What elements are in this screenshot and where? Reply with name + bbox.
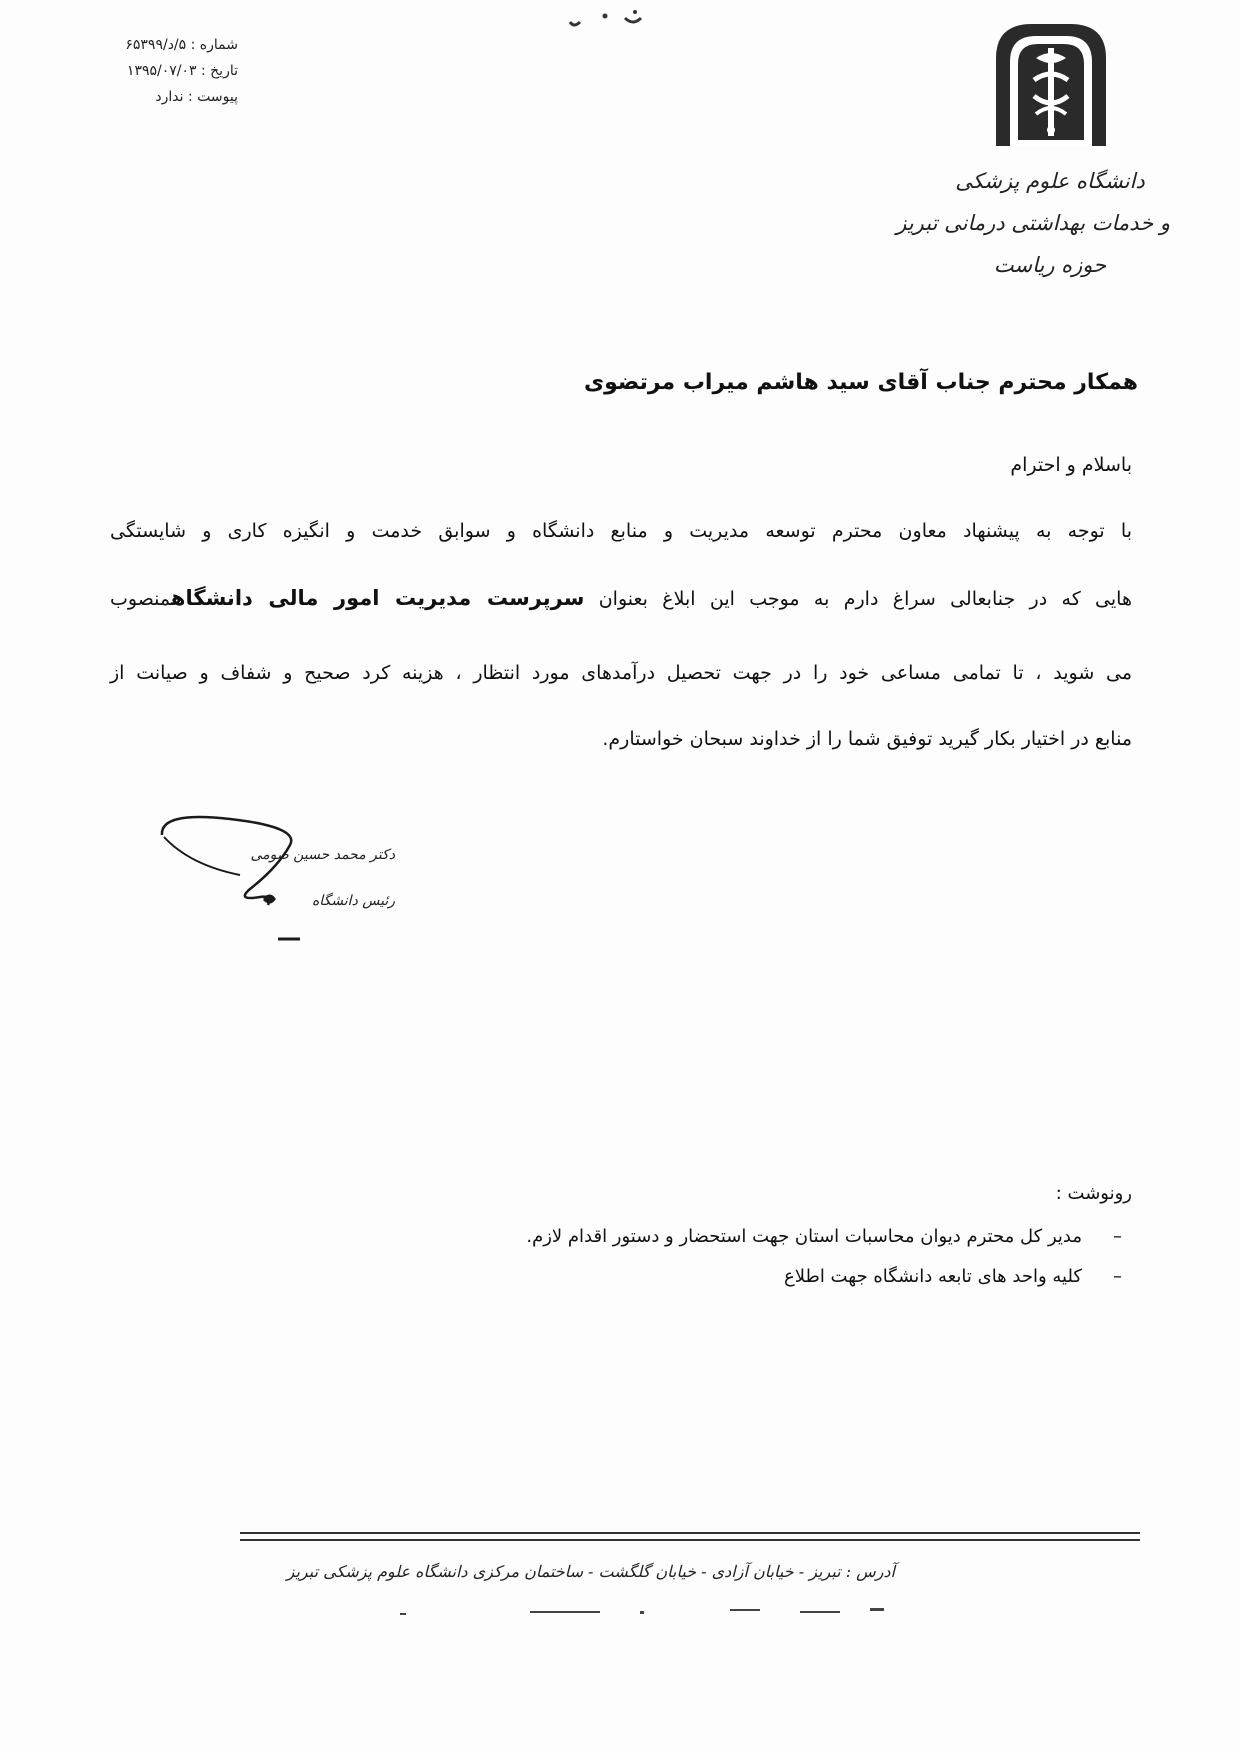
cc-title: رونوشت : — [1055, 1183, 1132, 1204]
cc-dash: – — [1113, 1226, 1122, 1247]
reference-block — [88, 32, 238, 110]
body-line-3: می شوید ، تا تمامی مساعی خود را در جهت تحصیل درآمدهای مورد انتظار ، هزینه کرد صحیح و شفاف و صیانت از — [110, 662, 1132, 684]
footer-faint-contact-line — [400, 1604, 890, 1618]
institution-line-3: حوزه ریاست — [993, 253, 1107, 277]
cc-item — [526, 1226, 1122, 1247]
institution-name — [896, 160, 1170, 286]
footer-divider — [240, 1532, 1140, 1541]
institution-line-1: دانشگاه علوم پزشکی — [955, 169, 1145, 193]
reference-attachment: پیوست : ندارد — [155, 89, 238, 105]
body-line-2 — [110, 586, 1132, 610]
body-line-4: منابع در اختیار بکار گیرید توفیق شما را از خداوند سبحان خواستارم. — [602, 728, 1132, 750]
cc-item-text: کلیه واحد های تابعه دانشگاه جهت اطلاع — [784, 1266, 1082, 1287]
cc-item-text: مدیر کل محترم دیوان محاسبات استان جهت استحضار و دستور اقدام لازم. — [526, 1226, 1082, 1247]
institution-line-2: و خدمات بهداشتی درمانی تبریز — [896, 211, 1170, 235]
body-line-2-start: هایی که در جنابعالی سراغ دارم به موجب این ابلاغ بعنوان — [584, 588, 1132, 610]
university-emblem-icon — [988, 18, 1114, 148]
body-line-1: با توجه به پیشنهاد معاون محترم توسعه مدیریت و منابع دانشگاه و سوابق خدمت و انگیزه کاری و شایستگی — [110, 520, 1132, 542]
signer-name: دکتر محمد حسین صومی — [250, 847, 395, 863]
reference-date: تاریخ : ۱۳۹۵/۰۷/۰۳ — [126, 63, 238, 79]
greeting: باسلام و احترام — [1010, 454, 1132, 476]
footer-address: آدرس : تبریز - خیابان آزادی - خیابان گلگشت - ساختمان مرکزی دانشگاه علوم پزشکی تبریز — [286, 1562, 895, 1581]
signer-block — [250, 832, 395, 924]
addressee: همکار محترم جناب آقای سید هاشم میراب مرتضوی — [583, 370, 1138, 395]
cc-item — [784, 1266, 1122, 1287]
cc-dash: – — [1113, 1266, 1122, 1287]
body-line-2-end: منصوب — [110, 588, 171, 610]
signer-title: رئیس دانشگاه — [311, 893, 395, 909]
appointment-title: سرپرست مدیریت امور مالی دانشگاه — [170, 586, 585, 610]
top-scribble-mark — [565, 8, 655, 34]
reference-number: شماره : ۵/د/۶۵۳۹۹ — [125, 37, 238, 53]
